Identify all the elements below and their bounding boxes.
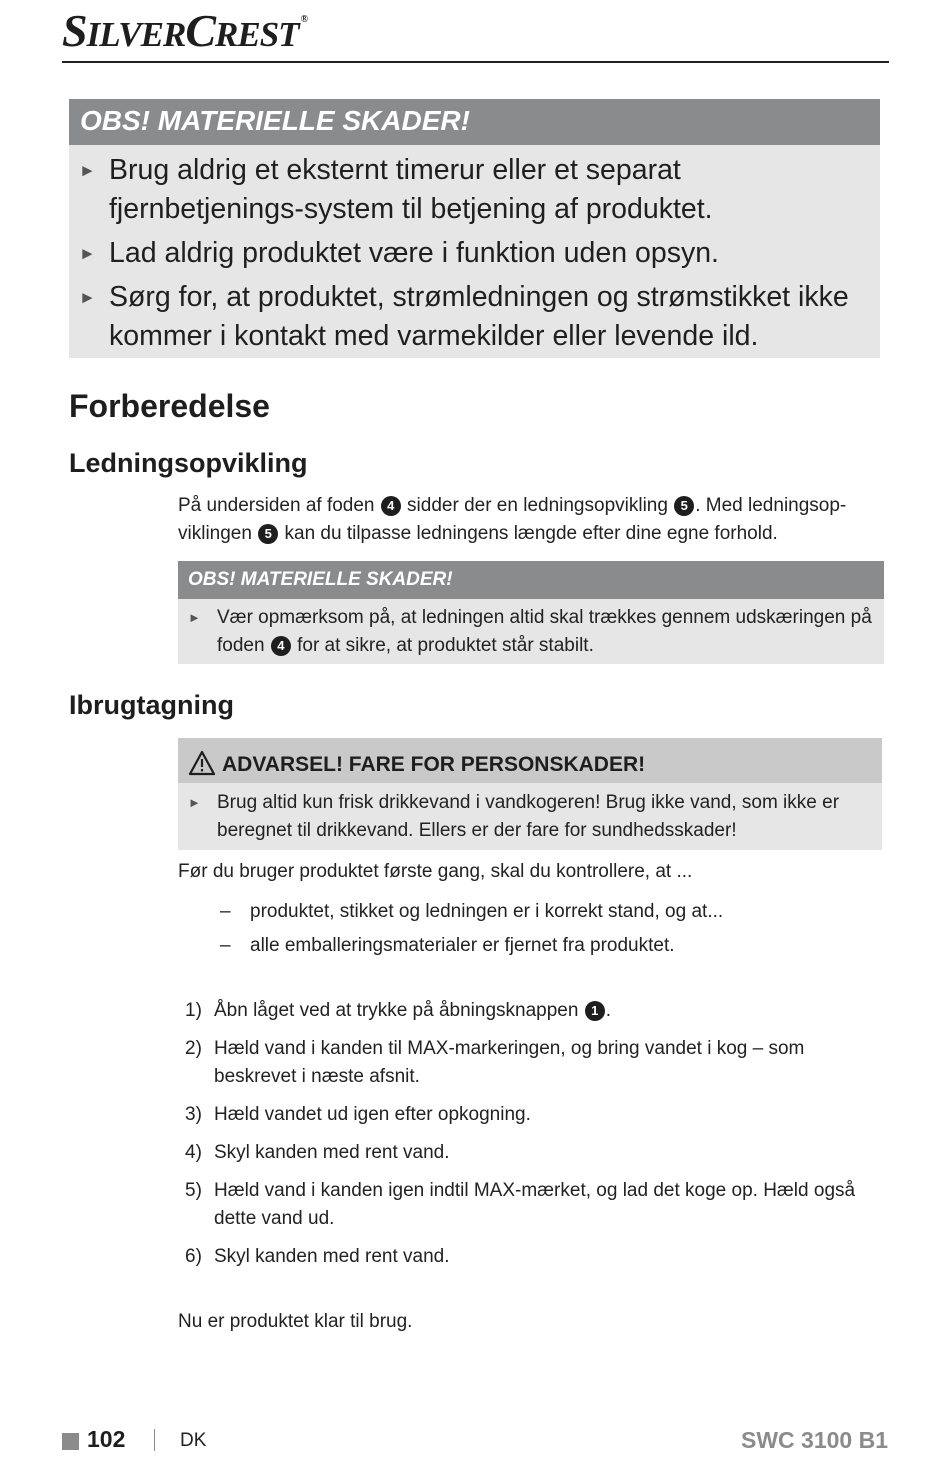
check-item-text: produktet, stikket og ledningen er i korrekt stand, og at... bbox=[250, 901, 724, 922]
step-number: 3) bbox=[185, 1104, 202, 1125]
notice-bullet bbox=[188, 604, 876, 660]
step-number: 6) bbox=[185, 1246, 202, 1267]
notice-bullet-text: Lad aldrig produktet være i funktion uden opsyn. bbox=[109, 237, 719, 269]
language-code: DK bbox=[180, 1430, 207, 1451]
page-marker-square bbox=[62, 1433, 79, 1450]
step-number: 5) bbox=[185, 1180, 202, 1201]
notice-bullet-text: Sørg for, at produktet, strømledningen og strømstikket ikke kommer i kontakt med varmekilder eller levende ild. bbox=[109, 281, 849, 352]
model-number: SWC 3100 B1 bbox=[740, 1427, 888, 1453]
notice-bullet bbox=[79, 234, 872, 273]
warning-bullets bbox=[178, 783, 882, 845]
step-text: Skyl kanden med rent vand. bbox=[214, 1246, 450, 1267]
bullet-arrow-icon: ► bbox=[79, 161, 96, 180]
brand-logo: SILVERCREST ® bbox=[62, 5, 308, 56]
subsection-title-ledningsopvikling: Ledningsopvikling bbox=[69, 448, 308, 478]
setup-steps bbox=[178, 997, 858, 1281]
list-item bbox=[220, 898, 860, 926]
header-rule bbox=[62, 61, 889, 63]
step-item bbox=[178, 1035, 858, 1091]
notice-bullet bbox=[79, 151, 872, 229]
notice-title: OBS! MATERIELLE SKADER! bbox=[178, 561, 884, 599]
dash-marker: – bbox=[220, 935, 231, 956]
notice-bullet-text: Brug aldrig et eksternt timerur eller et separat fjernbetjenings-system til betjening af produktet. bbox=[109, 154, 713, 225]
ledning-paragraph: På undersiden af foden 4 sidder der en ledningsopvikling 5 . Med ledningsop-viklingen 5 kan du tilpasse ledningens længde efter dine egne forhold. bbox=[178, 495, 847, 544]
footer-divider bbox=[154, 1429, 155, 1451]
list-item bbox=[220, 932, 860, 960]
step-item bbox=[178, 1139, 858, 1167]
part-number-badge: 4 bbox=[271, 636, 291, 656]
dash-marker: – bbox=[220, 901, 231, 922]
subsection-title-ibrugtagning: Ibrugtagning bbox=[69, 690, 234, 720]
notice-material-damage-small bbox=[178, 561, 884, 664]
notice-bullet bbox=[79, 278, 872, 356]
page-number: 102 bbox=[87, 1426, 126, 1452]
page-footer bbox=[62, 1426, 888, 1457]
part-number-badge: 5 bbox=[674, 496, 694, 516]
step-item bbox=[178, 1101, 858, 1129]
step-item bbox=[178, 997, 858, 1025]
part-number-badge: 5 bbox=[258, 524, 278, 544]
warning-personal-injury bbox=[178, 738, 882, 850]
notice-bullets bbox=[178, 599, 884, 660]
step-text: Hæld vand i kanden igen indtil MAX-mærket, og lad det koge op. Hæld også dette vand ud. bbox=[214, 1180, 856, 1229]
part-number-badge: 4 bbox=[381, 496, 401, 516]
bullet-arrow-icon: ► bbox=[79, 288, 96, 307]
step-text: Hæld vandet ud igen efter opkogning. bbox=[214, 1104, 531, 1125]
notice-title: OBS! MATERIELLE SKADER! bbox=[69, 99, 880, 145]
notice-material-damage bbox=[69, 99, 880, 358]
check-list bbox=[220, 898, 860, 966]
warning-bullet-text: Brug altid kun frisk drikkevand i vandkogeren! Brug ikke vand, som ikke er beregnet til drikkevand. Ellers er der fare for sundhedsskader! bbox=[217, 792, 840, 841]
check-intro: Før du bruger produktet første gang, skal du kontrollere, at ... bbox=[178, 861, 693, 882]
warning-bullet bbox=[188, 789, 874, 845]
step-text: Skyl kanden med rent vand. bbox=[214, 1142, 450, 1163]
step-item bbox=[178, 1177, 858, 1233]
warning-triangle-icon bbox=[188, 750, 216, 776]
step-number: 2) bbox=[185, 1038, 202, 1059]
step-number: 4) bbox=[185, 1142, 202, 1163]
step-item bbox=[178, 1243, 858, 1271]
bullet-arrow-icon: ► bbox=[79, 244, 96, 263]
bullet-arrow-icon: ► bbox=[188, 610, 201, 625]
step-text: Hæld vand i kanden til MAX-markeringen, og bring vandet i kog – som beskrevet i næste afsnit. bbox=[214, 1038, 805, 1087]
part-number-badge: 1 bbox=[585, 1001, 605, 1021]
notice-bullet-text: Vær opmærksom på, at ledningen altid skal trækkes gennem udskæringen på foden 4 for at sikre, at produktet står stabilt. bbox=[217, 607, 872, 656]
notice-bullets bbox=[69, 145, 880, 356]
warning-title-bar bbox=[178, 738, 882, 783]
step-text: Åbn låget ved at trykke på åbningsknappen 1 . bbox=[214, 1000, 611, 1021]
section-title: Forberedelse bbox=[69, 388, 270, 424]
step-number: 1) bbox=[185, 1000, 202, 1021]
bullet-arrow-icon: ► bbox=[188, 795, 201, 810]
check-item-text: alle emballeringsmaterialer er fjernet fra produktet. bbox=[250, 935, 675, 956]
ready-statement: Nu er produktet klar til brug. bbox=[178, 1311, 413, 1332]
warning-title: ADVARSEL! FARE FOR PERSONSKADER! bbox=[222, 753, 646, 776]
